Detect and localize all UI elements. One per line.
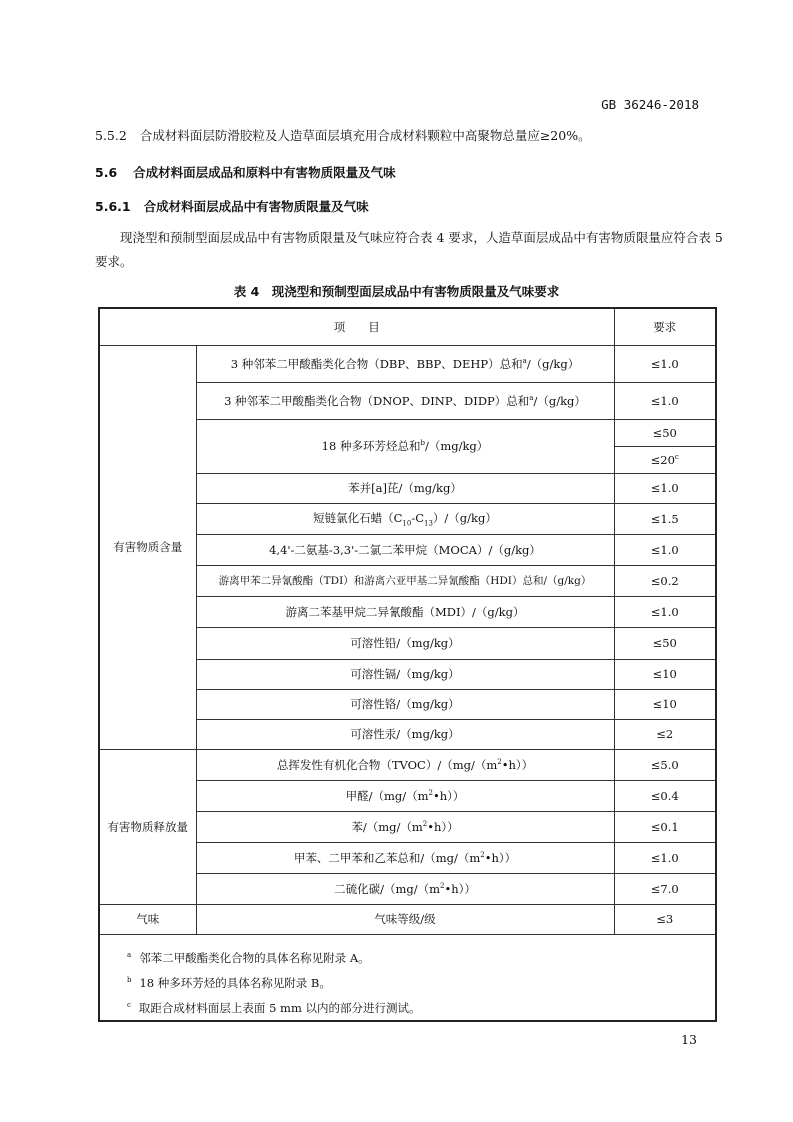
requirement-cell: ≤1.0 [614,382,716,419]
clause-5-5-2 [95,126,591,144]
group-label-harmful-content: 有害物质含量 [99,345,196,749]
item-cell: 气味等级/级 [196,904,614,934]
section-number: 5.6.1 [95,199,131,214]
requirement-cell: ≤0.4 [614,780,716,811]
table-note: $^a$ 邻苯二甲酸酯类化合物的具体名称见附录 A。 [127,950,370,965]
standard-number: GB 36246-2018 [601,97,699,112]
item-cell: 可溶性汞/（mg/kg） [196,719,614,749]
table-row [99,749,716,780]
item-cell: 4,4'-二氨基-3,3'-二氯二苯甲烷（MOCA）/（g/kg） [196,534,614,565]
header-item-cell: 项 目 [99,308,614,345]
requirement-cell: ≤1.0 [614,842,716,873]
table-caption: 表 4 现浇型和预制型面层成品中有害物质限量及气味要求 [233,284,560,299]
requirement-cell: ≤1.0 [614,596,716,627]
header-requirement-cell: 要求 [614,308,716,345]
table-header-row [99,308,716,345]
item-cell: 3 种邻苯二甲酸酯类化合物（DBP、BBP、DEHP）总和$^a$/（g/kg） [196,345,614,382]
requirement-cell: ≤2 [614,719,716,749]
harmful-substance-table [98,307,717,1022]
item-cell: 甲苯、二甲苯和乙苯总和$/(mg/(m^2•h))$ [196,842,614,873]
requirement-cell: ≤3 [614,904,716,934]
item-cell: 总挥发性有机化合物$(TVOC)/(mg/(m^2•h))$ [196,749,614,780]
requirement-cell: ≤1.5 [614,503,716,534]
section-title: 合成材料面层成品和原料中有害物质限量及气味 [133,165,396,180]
item-cell: 苯并[a]芘/（mg/kg） [196,473,614,503]
group-label-odor: 气味 [99,904,196,934]
item-cell: 可溶性铬/（mg/kg） [196,689,614,719]
item-cell: 3 种邻苯二甲酸酯类化合物（DNOP、DINP、DIDP）总和$^a$/（g/kg） [196,382,614,419]
clause-number: 5.5.2 [95,128,127,143]
requirement-cell: ≤50 [614,419,716,446]
page-number: 13 [681,1032,697,1047]
requirement-cell: ≤10 [614,659,716,689]
body-paragraph: 现浇型和预制型面层成品中有害物质限量及气味应符合表 4 要求，人造草面层成品中有害物质限量应符合表 5 要求。 [95,230,723,269]
item-cell: 游离甲苯二异氰酸酯（TDI）和游离六亚甲基二异氰酸酯（HDI）总和/（g/kg） [196,565,614,596]
table-note: $^c$ 取距合成材料面层上表面 5 mm 以内的部分进行测试。 [127,1000,421,1015]
section-5-6-heading [95,163,396,181]
item-cell: 可溶性镉/（mg/kg） [196,659,614,689]
item-cell: 二硫化碳$/(mg/(m^2•h))$ [196,873,614,904]
table-notes [99,934,716,1021]
requirement-cell: ≤0.1 [614,811,716,842]
section-5-6-1-heading [95,197,369,215]
table-row [99,904,716,934]
requirement-cell: ≤1.0 [614,345,716,382]
requirement-cell: ≤10 [614,689,716,719]
requirement-cell: ≤1.0 [614,473,716,503]
group-label-harmful-release: 有害物质释放量 [99,749,196,904]
item-cell: 可溶性铅/（mg/kg） [196,627,614,659]
clause-text: 合成材料面层防滑胶粒及人造草面层填充用合成材料颗粒中高聚物总量应≥20%。 [139,128,591,143]
requirement-cell: ≤5.0 [614,749,716,780]
requirement-cell: ≤20$^c$ [614,446,716,473]
section-title: 合成材料面层成品中有害物质限量及气味 [143,199,369,214]
section-number: 5.6 [95,165,118,180]
item-cell: 游离二苯基甲烷二异氰酸酯（MDI）/（g/kg） [196,596,614,627]
requirement-cell: ≤1.0 [614,534,716,565]
table-row [99,345,716,382]
item-cell: 甲醛$/(mg/(m^2•h))$ [196,780,614,811]
requirement-cell: ≤7.0 [614,873,716,904]
item-cell: 短链氯化石蜡$(C_{10}-C_{13})/(g/kg)$ [196,503,614,534]
item-cell: 苯$/(mg/(m^2•h))$ [196,811,614,842]
table-notes-row [99,934,716,1021]
requirement-cell: ≤50 [614,627,716,659]
item-cell: 18 种多环芳烃总和$^b$/（mg/kg） [196,419,614,473]
table-note: $^b$ 18 种多环芳烃的具体名称见附录 B。 [127,975,331,990]
requirement-cell: ≤0.2 [614,565,716,596]
